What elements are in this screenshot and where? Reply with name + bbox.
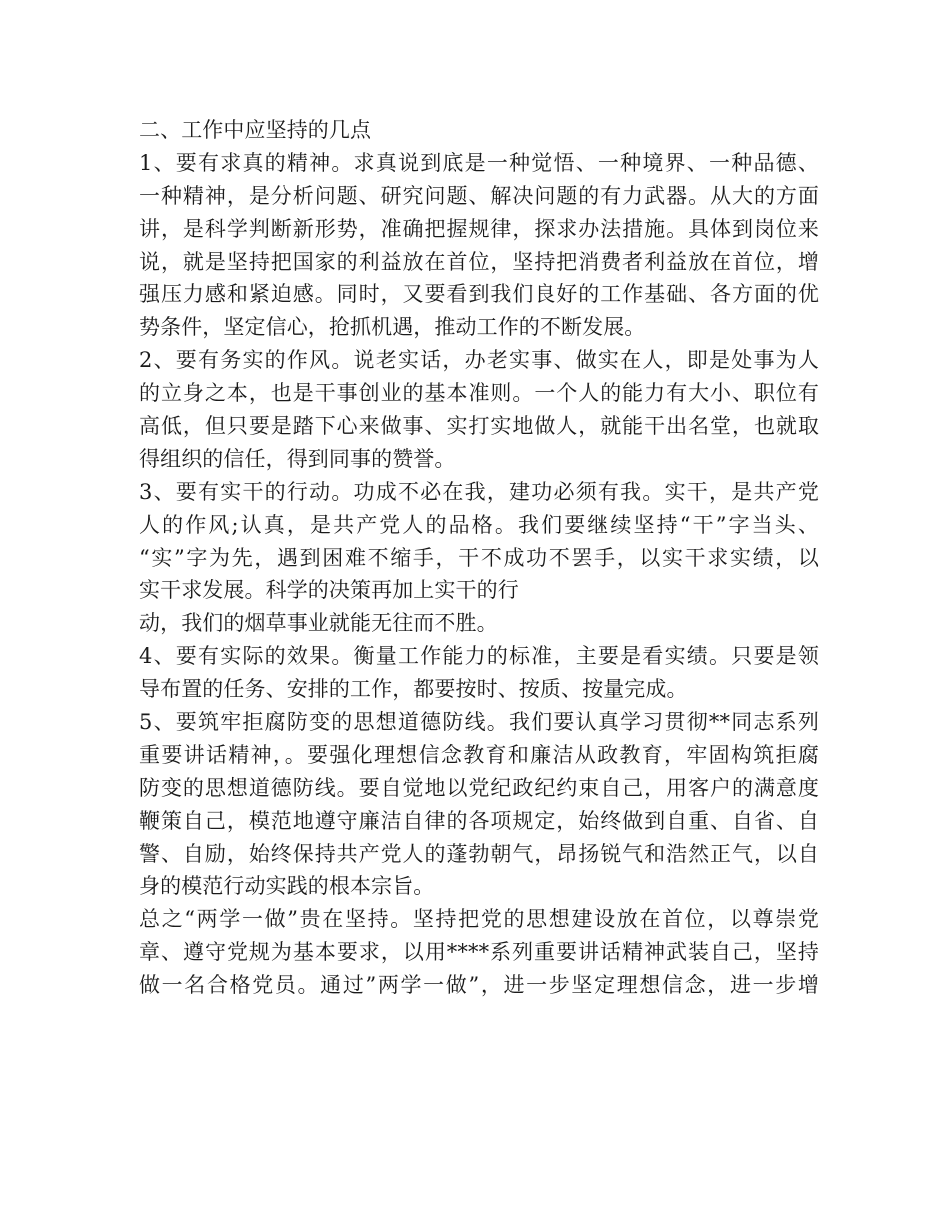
text-line: 的立身之本，也是干事创业的基本准则。一个人的能力有大小、职位有 xyxy=(139,381,819,406)
text-line: 鞭策自己，模范地遵守廉洁自律的各项规定，始终做到自重、自省、自 xyxy=(139,808,819,833)
text-line: 实干求发展。科学的决策再加上实干的行 xyxy=(139,578,519,603)
text-line: 势条件，坚定信心，抢抓机遇，推动工作的不断发展。 xyxy=(139,315,646,340)
text-line: 高低，但只要是踏下心来做事、实打实地做人，就能干出名堂，也就取 xyxy=(139,414,819,439)
text-line: 做一名合格党员。通过”两学一做”，进一步坚定理想信念，进一步增 xyxy=(139,973,819,998)
text-line: 章、遵守党规为基本要求，以用****系列重要讲话精神武装自己，坚持 xyxy=(139,940,819,965)
text-line: 4、要有实际的效果。衡量工作能力的标准，主要是看实绩。只要是领 xyxy=(139,644,819,669)
text-line: 总之“两学一做”贵在坚持。坚持把党的思想建设放在首位，以尊崇党 xyxy=(139,907,819,932)
text-line: 人的作风;认真，是共产党人的品格。我们要继续坚持“干”字当头、 xyxy=(139,512,819,537)
text-line: 强压力感和紧迫感。同时，又要看到我们良好的工作基础、各方面的优 xyxy=(139,282,819,307)
text-line: 讲，是科学判断新形势，准确把握规律，探求办法措施。具体到岗位来 xyxy=(139,216,819,241)
text-line: 5、要筑牢拒腐防变的思想道德防线。我们要认真学习贯彻**同志系列 xyxy=(139,710,819,735)
text-line: 1、要有求真的精神。求真说到底是一种觉悟、一种境界、一种品德、 xyxy=(139,150,819,175)
text-line: 身的模范行动实践的根本宗旨。 xyxy=(139,874,435,899)
text-line: 2、要有务实的作风。说老实话，办老实事、做实在人，即是处事为人 xyxy=(139,348,819,373)
text-line: 防变的思想道德防线。要自觉地以党纪政纪约束自己，用客户的满意度 xyxy=(139,775,819,800)
text-line: 重要讲话精神，。要强化理想信念教育和廉洁从政教育，牢固构筑拒腐 xyxy=(139,742,819,767)
text-line: 一种精神，是分析问题、研究问题、解决问题的有力武器。从大的方面 xyxy=(139,183,819,208)
document-body xyxy=(139,114,819,1002)
text-line: 警、自励，始终保持共产党人的蓬勃朝气，昂扬锐气和浩然正气，以自 xyxy=(139,841,819,866)
text-line: 得组织的信任，得到同事的赞誉。 xyxy=(139,446,456,471)
text-line: 导布置的任务、安排的工作，都要按时、按质、按量完成。 xyxy=(139,677,688,702)
text-line: 动，我们的烟草事业就能无往而不胜。 xyxy=(139,611,498,636)
text-line: “实”字为先，遇到困难不缩手，干不成功不罢手，以实干求实绩，以 xyxy=(139,545,819,570)
section-heading: 二、工作中应坚持的几点 xyxy=(139,118,372,142)
text-line: 3、要有实干的行动。功成不必在我，建功必须有我。实干，是共产党 xyxy=(139,479,819,504)
text-line: 说，就是坚持把国家的利益放在首位，坚持把消费者利益放在首位，增 xyxy=(139,249,819,274)
